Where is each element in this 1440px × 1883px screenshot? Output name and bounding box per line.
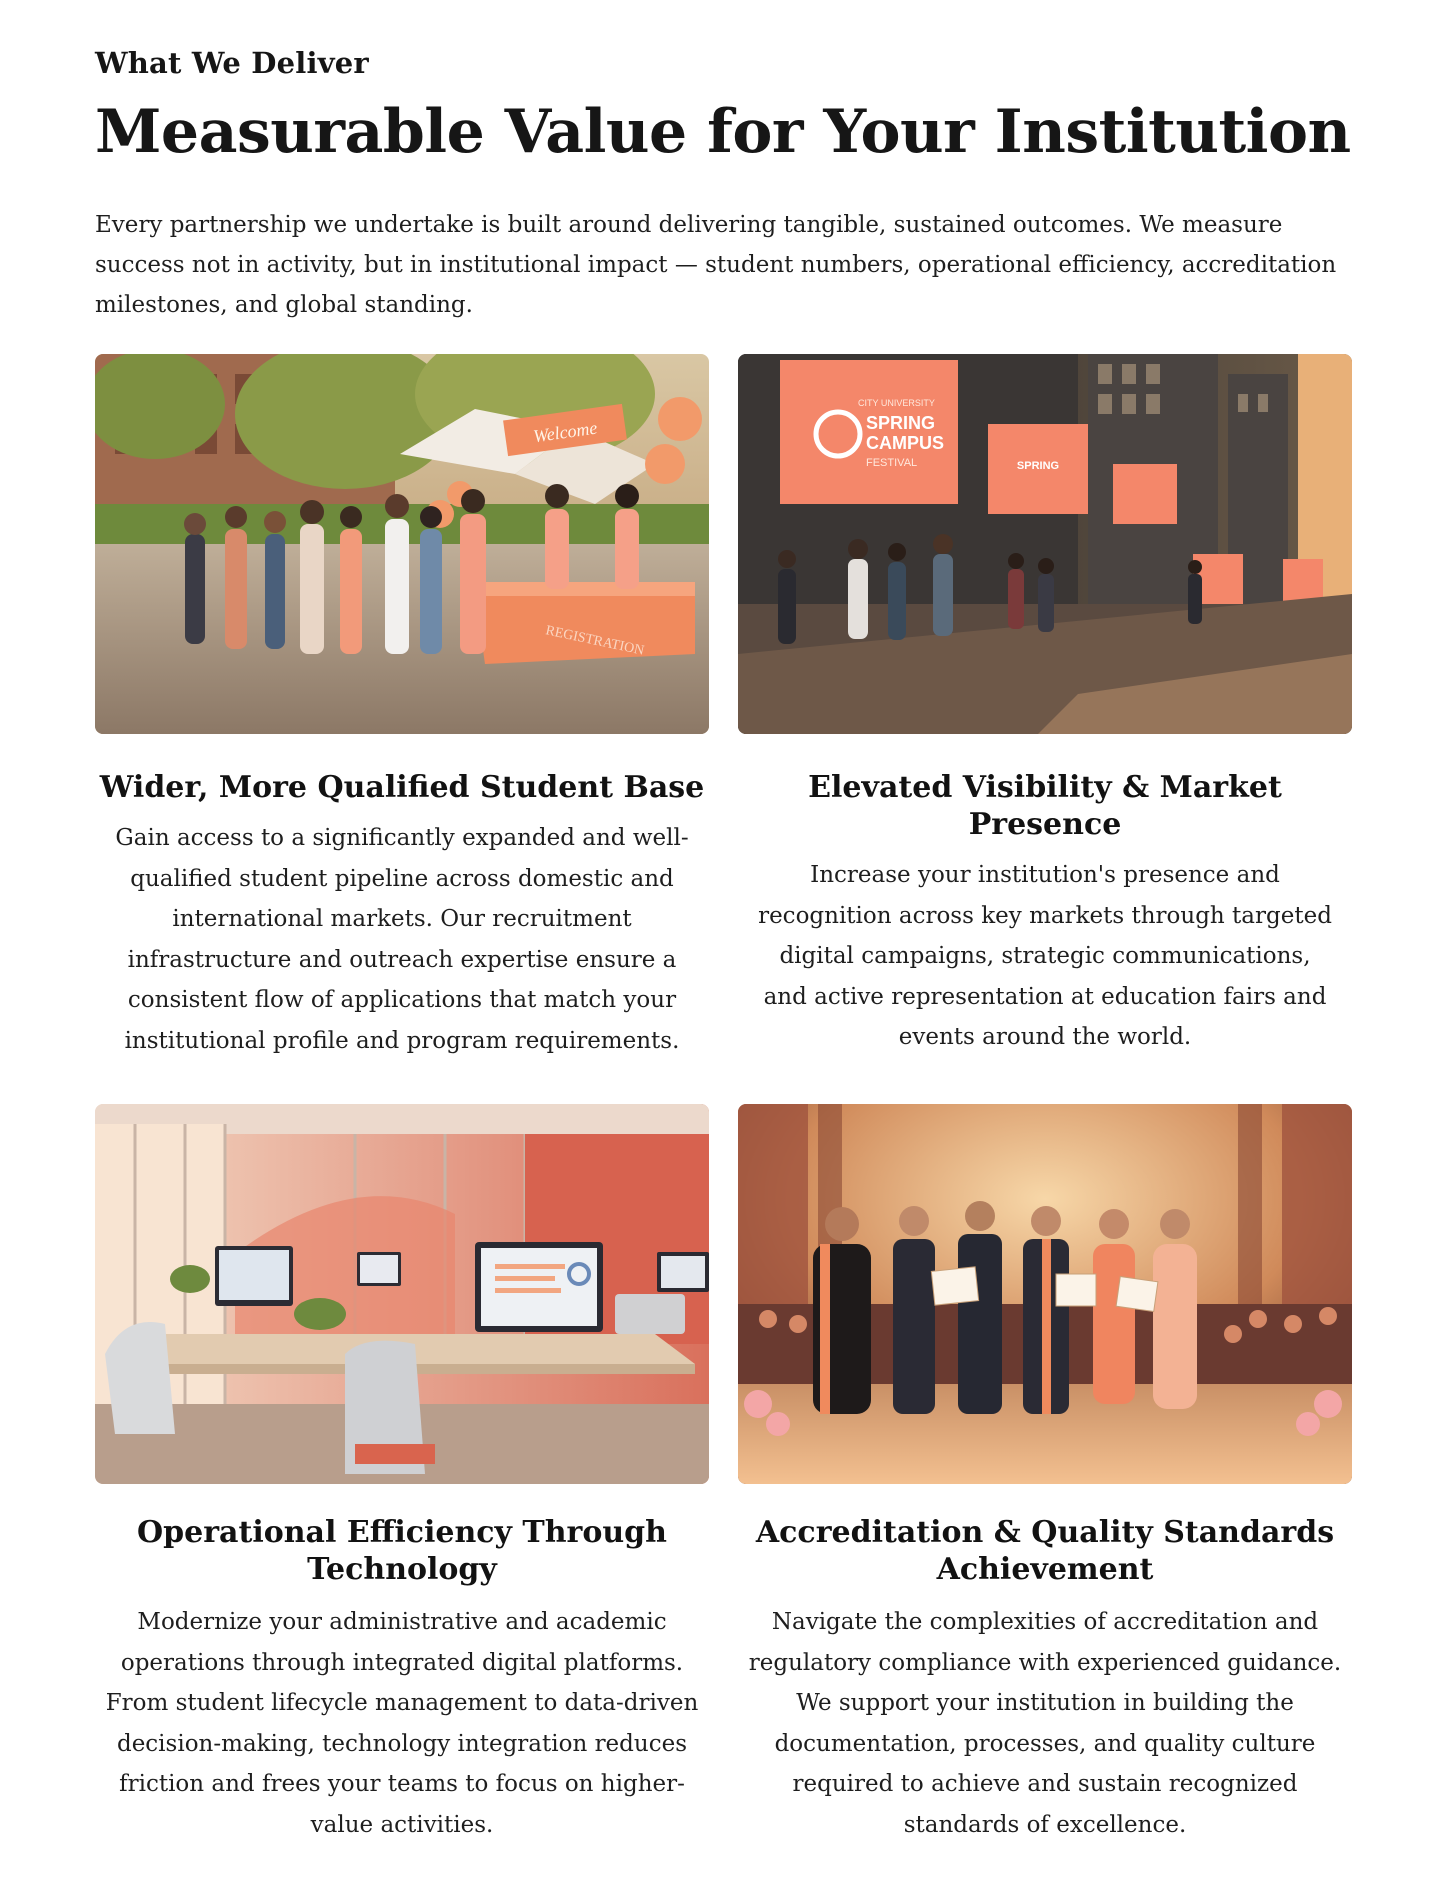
ceremony-photo: [738, 1104, 1352, 1484]
campus-fair-photo: [95, 354, 709, 734]
svg-text:SPRING: SPRING: [866, 413, 936, 433]
svg-text:SPRING: SPRING: [1016, 460, 1060, 472]
card-body: Gain access to a significantly expanded and well-qualified student pipeline across domestic and international markets. Our recruitment infrastructure and outreach expertise ensure a consistent flow of applications that match your institutional profile and program requirements.: [115, 825, 689, 1054]
page-title: Measurable Value for Your Institution: [95, 97, 1351, 167]
svg-text:Welcome: Welcome: [532, 417, 599, 447]
svg-text:CITY UNIVERSITY: CITY UNIVERSITY: [858, 398, 935, 408]
section-eyebrow: What We Deliver: [95, 46, 369, 80]
campus-fair-illustration: [95, 354, 709, 734]
card-body: Navigate the complexities of accreditation and regulatory compliance with experienced guidance. We support your institution in building the documentation, processes, and quality culture required to achieve and sustain recognized standards of excellence.: [748, 1609, 1342, 1838]
city-billboards-photo: [738, 354, 1352, 734]
office-photo: [95, 1104, 709, 1484]
svg-text:FESTIVAL: FESTIVAL: [866, 457, 918, 469]
intro-paragraph: Every partnership we undertake is built around delivering tangible, sustained outcomes. We measure success not in activity, but in institutional impact — student numbers, operational efficiency, accreditation milestones, and global standing.: [95, 212, 1337, 318]
card-body: Increase your institution's presence and recognition across key markets through targeted digital campaigns, strategic communications, and active representation at education fairs and events around the world.: [758, 862, 1332, 1050]
card-title: Accreditation & Quality Standards Achievement: [755, 1515, 1335, 1587]
card-title: Wider, More Qualified Student Base: [99, 770, 705, 805]
card-title: Elevated Visibility & Market Presence: [808, 770, 1282, 842]
card-visibility: [738, 354, 1352, 1058]
svg-text:REGISTRATION: REGISTRATION: [544, 623, 646, 659]
svg-text:CAMPUS: CAMPUS: [866, 433, 945, 453]
ceremony-illustration: [738, 1104, 1352, 1484]
card-efficiency: [95, 1104, 709, 1845]
card-body: Modernize your administrative and academic operations through integrated digital platforms. From student lifecycle management to data-driven decision-making, technology integration reduces friction and frees your teams to focus on higher-value activities.: [105, 1609, 699, 1838]
card-title: Operational Efficiency Through Technology: [137, 1515, 667, 1587]
card-accreditation: [738, 1104, 1352, 1845]
card-student-base: [95, 354, 709, 1061]
office-illustration: [95, 1104, 709, 1484]
city-billboards-illustration: [738, 354, 1352, 734]
